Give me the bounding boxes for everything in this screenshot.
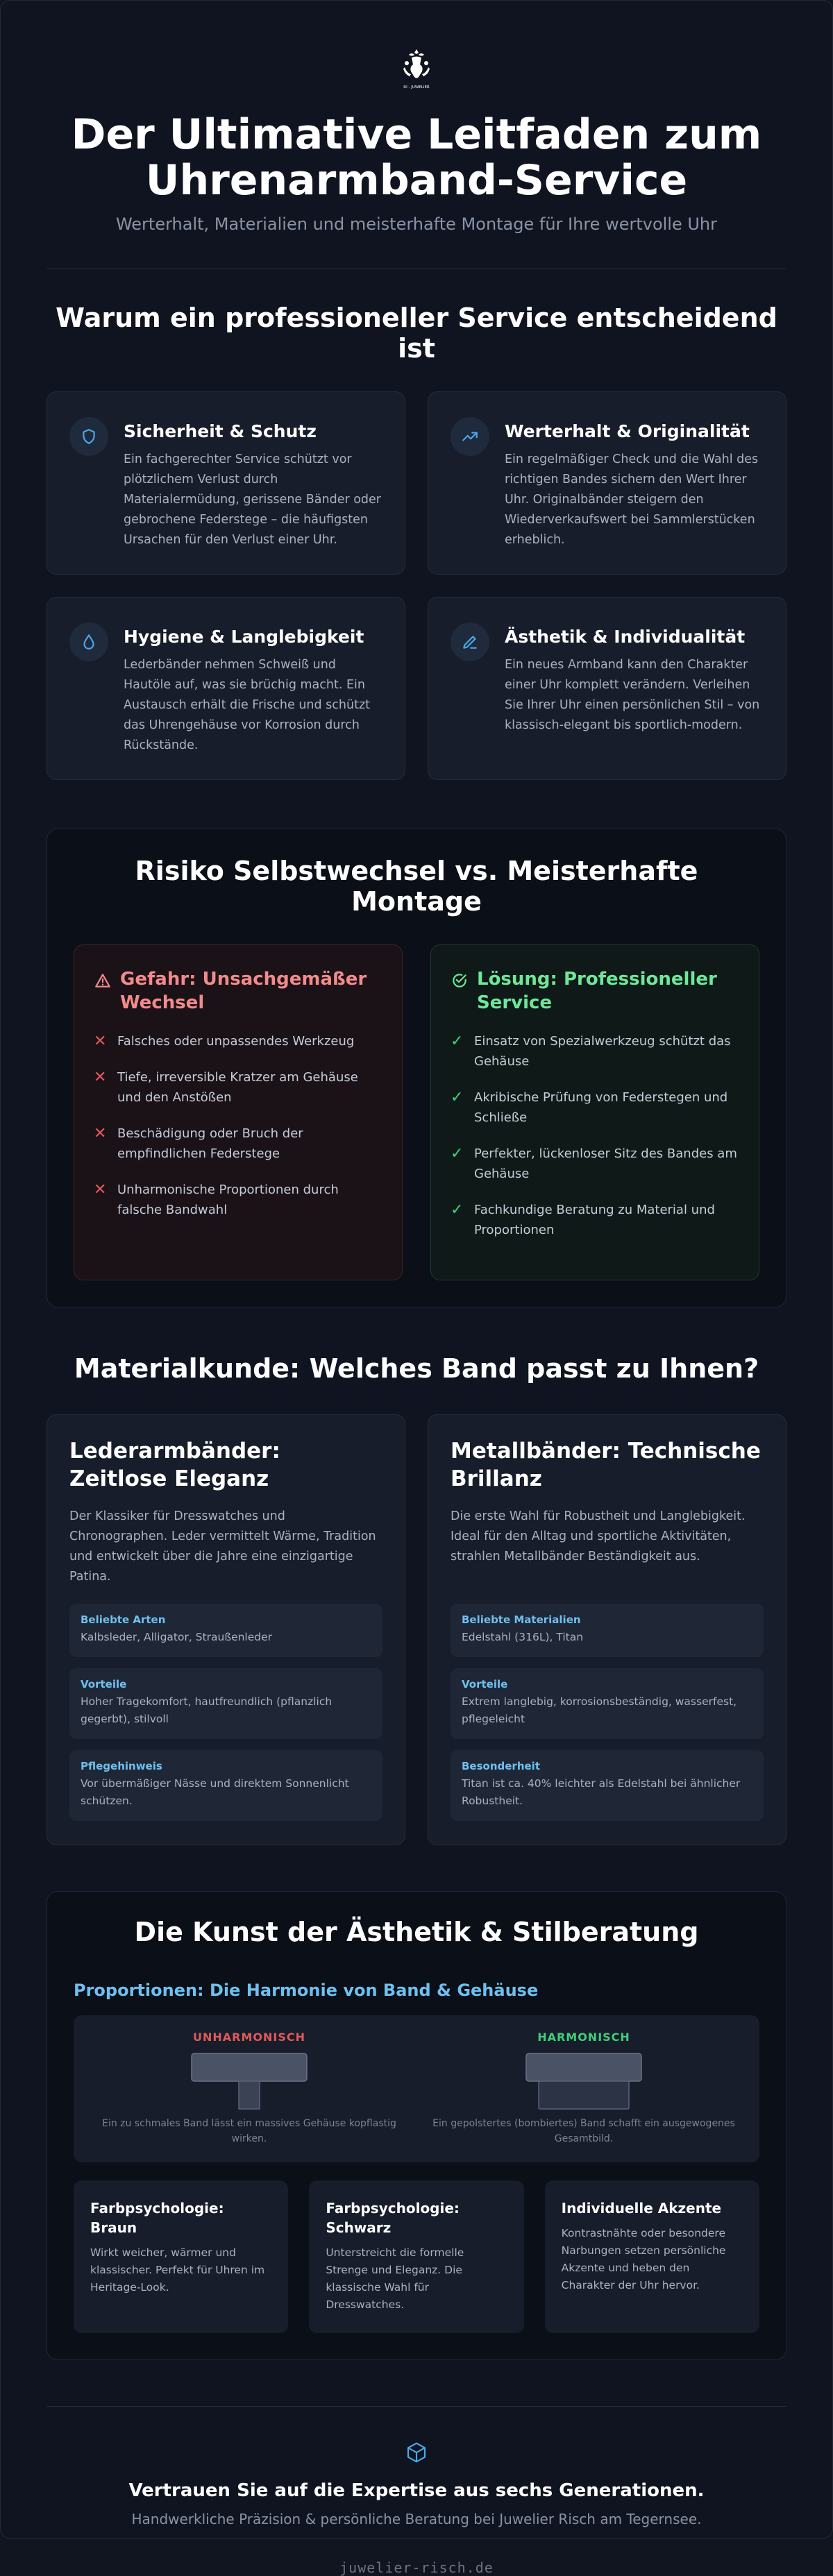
risk-section [47,829,786,1307]
aesthetics-section [47,1891,786,2360]
info-box [451,1750,764,1821]
style-card-title: Farbpsychologie: Schwarz [326,2200,460,2236]
list-item [451,1031,739,1071]
page-subtitle: Werterhalt, Materialien und meisterhafte Montage für Ihre wertvolle Uhr [115,214,718,234]
danger-item-text: Tiefe, irreversible Kratzer am Gehäuse und den Anstößen [117,1070,358,1105]
logo-text: RI - JUWELIER [403,85,430,90]
padded-strap-illustration [525,2052,643,2109]
footer [47,2406,786,2576]
solution-list [451,1031,739,1240]
why-card-title: Werterhalt & Originalität [505,421,750,441]
style-card-title: Individuelle Akzente [561,2200,722,2217]
why-card-security [47,391,405,575]
risk-panels [74,944,759,1280]
check-icon: ✓ [451,1033,464,1050]
why-card-text: Ein fachgerechter Service schützt vor plötzlichem Verlust durch Materialermüdung, gerissene Bänder oder gebrochene Federstege – die häufigsten Ursachen für den Verlust einer Uhr. [124,452,381,547]
list-item [451,1144,739,1184]
check-icon: ✓ [451,1201,464,1219]
divider [47,2406,786,2407]
info-box-label: Pflegehinweis [81,1760,162,1772]
proportions-subtitle: Proportionen: Die Harmonie von Band & Gehäuse [74,1981,539,2000]
solution-item-text: Akribische Prüfung von Federstegen und Schließe [474,1090,728,1125]
danger-item-text: Beschädigung oder Bruch der empfindlichen Federstege [117,1126,303,1161]
list-item [451,1200,739,1240]
why-cards [47,391,786,780]
risk-title: Risiko Selbstwechsel vs. Meisterhafte Montage [135,856,698,917]
list-item [94,1180,382,1220]
solution-item-text: Fachkundige Beratung zu Material und Proportionen [474,1203,715,1237]
solution-panel [430,944,759,1280]
why-card-text: Ein neues Armband kann den Charakter einer Uhr komplett verändern. Verleihen Sie Ihrer Uhr einen persönlichen Stil – von klassisch-elegant bis sportlich-modern. [505,658,760,732]
why-card-value [428,391,786,575]
style-card-title: Farbpsychologie: Braun [90,2200,224,2236]
harmonious-label: HARMONISCH [537,2031,630,2044]
info-box-value: Vor übermäßiger Nässe und direktem Sonnenlicht schützen. [81,1777,349,1807]
info-box-value: Hoher Tragekomfort, hautfreundlich (pflanzlich gegerbt), stilvoll [81,1695,333,1725]
pen-icon [451,622,489,661]
footer-title: Vertrauen Sie auf die Expertise aus sechs Generationen. [128,2480,705,2501]
style-card-accents [545,2180,759,2333]
jeweler-crest-logo [399,46,434,91]
website-link[interactable]: juwelier-risch.de [339,2559,494,2576]
unharmonious-example [96,2031,403,2146]
page-title: Der Ultimative Leitfaden zum Uhrenarmband-Service [71,110,762,205]
harmonious-caption: Ein gepolstertes (bombiertes) Band schafft ein ausgewogenes Gesamtbild. [432,2118,735,2144]
shield-icon [69,417,108,456]
cross-icon: ✕ [94,1181,107,1198]
style-card-text: Kontrastnähte oder besondere Narbungen setzen persönliche Akzente und heben den Charakter der Uhr hervor. [561,2227,726,2291]
leather-title: Lederarmbänder: Zeitlose Eleganz [69,1439,280,1491]
unharmonious-caption: Ein zu schmales Band lässt ein massives Gehäuse kopflastig wirken. [102,2118,396,2144]
info-box-label: Vorteile [462,1678,508,1690]
solution-item-text: Perfekter, lückenloser Sitz des Bandes am Gehäuse [474,1146,737,1181]
metal-title: Metallbänder: Technische Brillanz [451,1439,761,1491]
info-box [451,1604,764,1657]
trending-up-icon [451,417,489,456]
danger-item-text: Falsches oder unpassendes Werkzeug [117,1034,355,1049]
style-card-black [309,2180,523,2333]
danger-item-text: Unharmonische Proportionen durch falsche Bandwahl [117,1183,339,1217]
check-icon: ✓ [451,1089,464,1106]
materials-section [47,1353,786,1845]
check-circle-icon [451,972,469,990]
info-box-value: Kalbsleder, Alligator, Straußenleder [81,1631,273,1643]
info-box-value: Titan ist ca. 40% leichter als Edelstahl bei ähnlicher Robustheit. [462,1777,741,1807]
style-cards [74,2180,759,2333]
why-card-hygiene [47,597,405,780]
danger-title: Gefahr: Unsachgemäßer Wechsel [120,969,367,1013]
info-box [69,1604,382,1657]
warning-triangle-icon [94,972,112,990]
solution-title: Lösung: Professioneller Service [477,969,717,1013]
info-box-label: Besonderheit [462,1760,540,1772]
list-item [94,1031,382,1051]
solution-item-text: Einsatz von Spezialwerkzeug schützt das Gehäuse [474,1034,731,1069]
why-card-title: Ästhetik & Individualität [505,627,746,647]
leather-card [47,1414,405,1845]
cube-icon [405,2441,428,2464]
harmonious-example [430,2031,737,2146]
why-title: Warum ein professioneller Service entscheidend ist [56,303,777,364]
check-icon: ✓ [451,1145,464,1162]
cross-icon: ✕ [94,1125,107,1142]
style-card-text: Unterstreicht die formelle Strenge und Eleganz. Die klassische Wahl für Dresswatches. [326,2246,464,2311]
why-card-aesthetics [428,597,786,780]
danger-panel [74,944,403,1280]
info-box-value: Extrem langlebig, korrosionsbeständig, wasserfest, pflegeleicht [462,1695,737,1725]
cross-icon: ✕ [94,1069,107,1086]
droplet-icon [69,622,108,661]
info-box-label: Beliebte Arten [81,1613,166,1626]
info-box [451,1668,764,1739]
proportions-comparison [74,2015,759,2162]
info-box [69,1668,382,1739]
why-card-text: Ein regelmäßiger Check und die Wahl des richtigen Bandes sichern den Wert Ihrer Uhr. Originalbänder steigern den Wiederverkaufswert bei Sammlerstücken erheblich. [505,452,759,547]
list-item [94,1124,382,1164]
info-box [69,1750,382,1821]
style-card-text: Wirkt weicher, wärmer und klassischer. Perfekt für Uhren im Heritage-Look. [90,2246,265,2294]
metal-card [428,1414,786,1845]
metal-intro: Die erste Wahl für Robustheit und Langlebigkeit. Ideal für den Alltag und sportliche Aktivitäten, strahlen Metallbänder Beständigkeit aus. [451,1509,746,1564]
danger-list [94,1031,382,1220]
info-box-label: Beliebte Materialien [462,1613,581,1626]
list-item [451,1087,739,1128]
footer-subtitle: Handwerkliche Präzision & persönliche Beratung bei Juwelier Risch am Tegernsee. [131,2511,702,2527]
list-item [94,1067,382,1108]
narrow-strap-illustration [190,2052,308,2109]
style-card-brown [74,2180,288,2333]
why-card-text: Lederbänder nehmen Schweiß und Hautöle auf, was sie brüchig macht. Ein Austausch erhält die Frische und schützt das Uhrengehäuse vor Korrosion durch Rückstände. [124,658,370,752]
materials-title: Materialkunde: Welches Band passt zu Ihnen? [74,1353,759,1384]
why-card-title: Sicherheit & Schutz [124,421,317,441]
aesthetics-title: Die Kunst der Ästhetik & Stilberatung [134,1917,699,1947]
cross-icon: ✕ [94,1033,107,1050]
info-box-value: Edelstahl (316L), Titan [462,1631,584,1643]
why-section [47,303,786,780]
why-card-title: Hygiene & Langlebigkeit [124,627,364,647]
header [47,1,786,234]
unharmonious-label: UNHARMONISCH [193,2031,305,2044]
materials-cards [47,1414,786,1845]
info-box-label: Vorteile [81,1678,127,1690]
leather-intro: Der Klassiker für Dresswatches und Chronographen. Leder vermittelt Wärme, Tradition und entwickelt über die Jahre eine einzigartige Patina. [69,1509,376,1584]
